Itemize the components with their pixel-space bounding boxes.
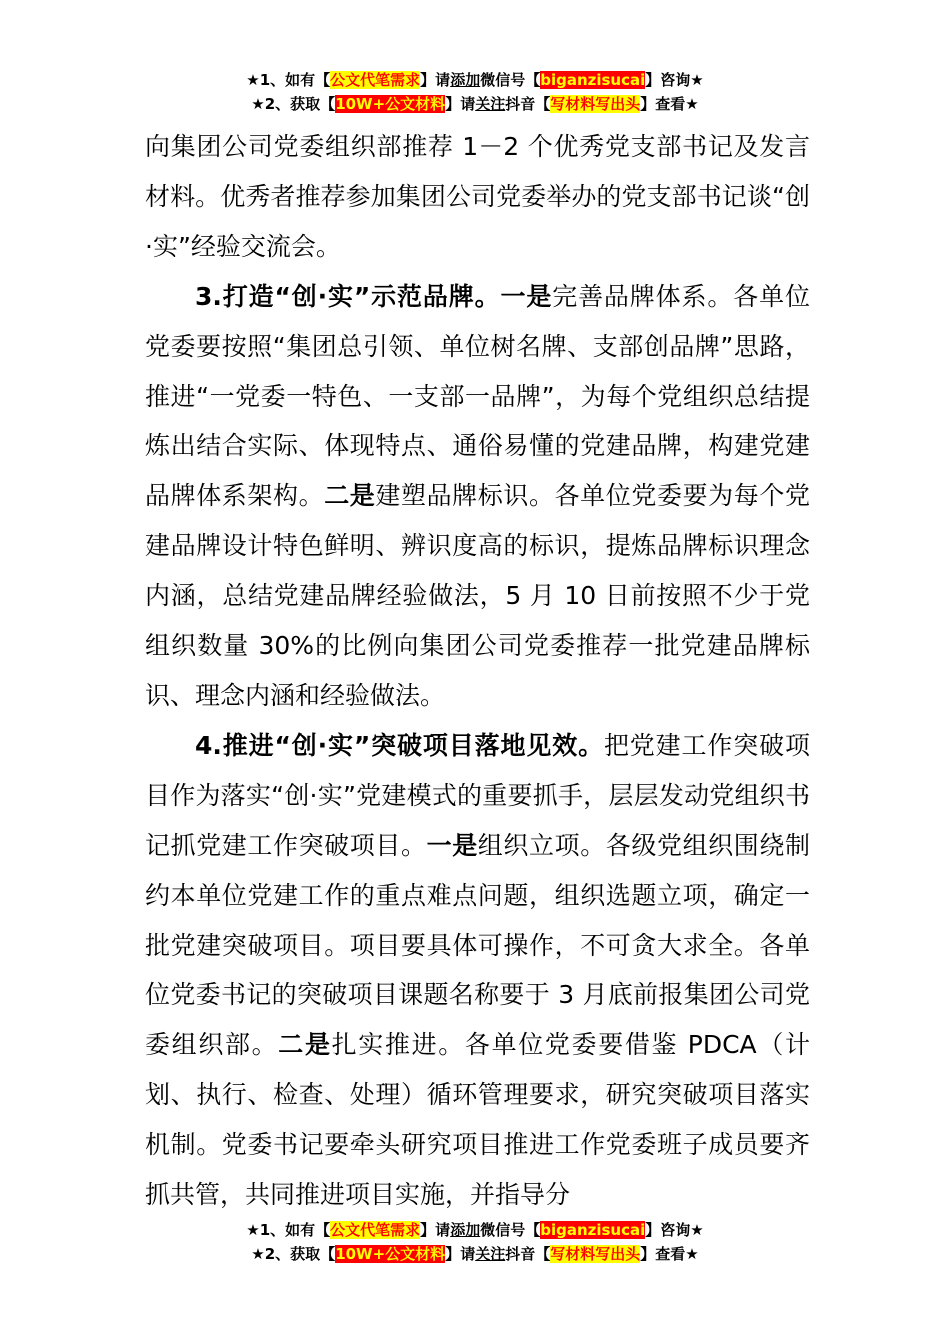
banner-line-2: ★2、获取【10W+公文材料】请关注抖音【写材料写出头】查看★ [251,95,699,113]
banner-highlight-wechat: biganzisucai [540,71,646,89]
banner-highlight-service: 公文代笔需求 [330,1221,421,1239]
banner-highlight-douyin: 写材料写出头 [550,95,641,113]
banner-line-1: ★1、如有【公文代笔需求】请添加微信号【biganzisucai】咨询★ [246,1221,704,1239]
banner-highlight-materials: 10W+公文材料 [335,1245,446,1263]
paragraph-projects: 4.推进“创·实”突破项目落地见效。把党建工作突破项目作为落实“创·实”党建模式的重要抓手，层层发动党组织书记抓党建工作突破项目。一是组织立项。各级党组织围绕制约本单位党建工作的重点难点问题，组织选题立项，确定一批党建突破项目。项目要具体可操作，不可贪大求全。各单位党委书记的突破项目课题名称要于 3 月底前报集团公司党委组织部。二是扎实推进。各单位党委要借鉴 PDCA（计划、执行、检查、处理）循环管理要求，研究突破项目落实机制。党委书记要牵头研究项目推进工作党委班子成员要齐抓共管，共同推进项目实施，并指导分 [145,730,810,1210]
section-heading-4: 4.推进“创·实”突破项目落地见效。 [195,730,604,760]
banner-highlight-materials: 10W+公文材料 [335,95,446,113]
banner-highlight-service: 公文代笔需求 [330,71,421,89]
paragraph-continuation: 向集团公司党委组织部推荐 1－2 个优秀党支部书记及发言材料。优秀者推荐参加集团公司党委举办的党支部书记谈“创·实”经验交流会。 [145,132,810,261]
section-heading-3: 3.打造“创·实”示范品牌。 [195,281,501,311]
banner-highlight-wechat: biganzisucai [540,1221,646,1239]
banner-line-1: ★1、如有【公文代笔需求】请添加微信号【biganzisucai】咨询★ [246,71,704,89]
banner-line-2: ★2、获取【10W+公文材料】请关注抖音【写材料写出头】查看★ [251,1245,699,1263]
paragraph-brand: 3.打造“创·实”示范品牌。一是完善品牌体系。各单位党委要按照“集团总引领、单位树名牌、支部创品牌”思路，推进“一党委一特色、一支部一品牌”，为每个党组织总结提炼出结合实际、体现特点、通俗易懂的党建品牌，构建党建品牌体系架构。二是建塑品牌标识。各单位党委要为每个党建品牌设计特色鲜明、辨识度高的标识，提炼品牌标识理念内涵，总结党建品牌经验做法，5 月 10 日前按照不少于党组织数量 30%的比例向集团公司党委推荐一批党建品牌标识、理念内涵和经验做法。 [145,281,810,710]
document-body [145,122,810,1220]
footer-banner [0,1218,950,1266]
header-banner [0,68,950,116]
banner-highlight-douyin: 写材料写出头 [550,1245,641,1263]
